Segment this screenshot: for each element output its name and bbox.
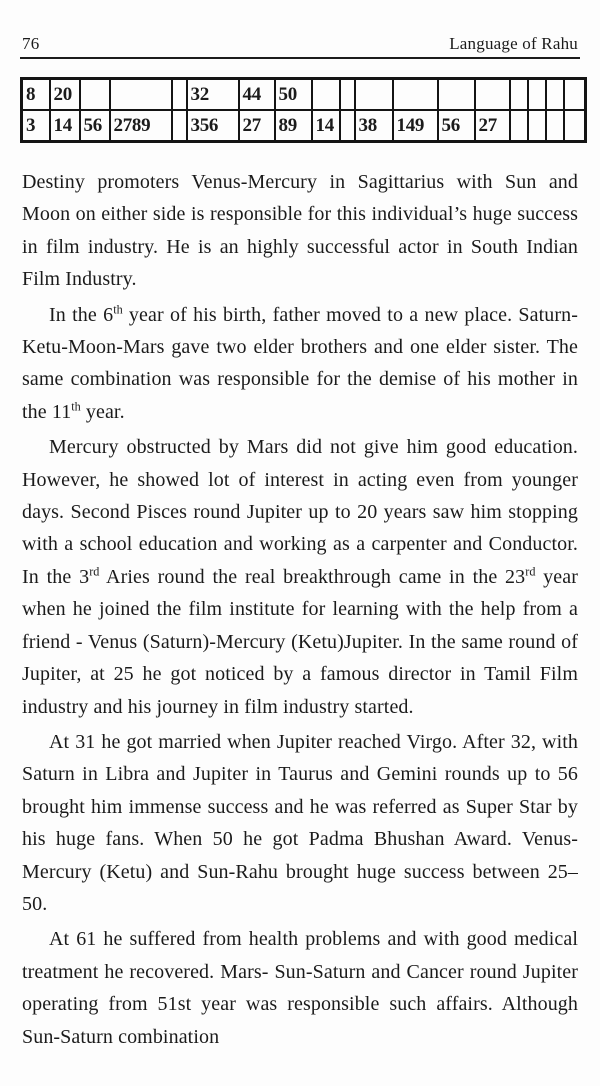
table-cell [564,110,586,142]
table-cell: 27 [475,110,510,142]
paragraph: In the 6th year of his birth, father moved to a new place. Saturn-Ketu-Moon-Mars gave two elder brothers and one elder sister. The same combination was responsible for the demise of his mother in the 11th year. [22,301,578,423]
paragraph: At 61 he suffered from health problems and with good medical treatment he recovered. Mars- Sun-Saturn and Cancer round Jupiter operating from 51st year was responsible such affairs. Although Sun-Saturn combination [22,928,578,1048]
ordinal-superscript: rd [525,564,536,579]
table-cell [355,79,393,111]
table-cell [564,79,586,111]
table-cell: 14 [312,110,340,142]
table-row [22,110,586,142]
table-cell: 50 [275,79,312,111]
table-cell: 56 [438,110,475,142]
header-rule [20,57,580,59]
table-cell [510,79,528,111]
table-cell [110,79,172,111]
ordinal-superscript: th [113,301,123,316]
table-cell: 89 [275,110,312,142]
page-header [22,34,578,54]
table-cell [172,110,187,142]
dasha-table-container [20,77,580,143]
dasha-table-body [22,79,586,142]
table-cell: 38 [355,110,393,142]
ordinal-superscript: rd [89,564,100,579]
table-cell: 14 [50,110,80,142]
table-cell: 8 [22,79,50,111]
table-row [22,79,586,111]
running-title: Language of Rahu [449,34,578,53]
table-cell [510,110,528,142]
table-cell [393,79,438,111]
table-cell [172,79,187,111]
table-cell [528,110,546,142]
table-cell: 56 [80,110,110,142]
table-cell [546,79,564,111]
table-cell [528,79,546,111]
table-cell [340,110,355,142]
table-cell: 149 [393,110,438,142]
page-number: 76 [22,34,40,53]
table-cell [546,110,564,142]
body-text [22,166,578,1053]
table-cell [312,79,340,111]
table-cell: 44 [239,79,275,111]
table-cell: 356 [187,110,239,142]
table-cell: 32 [187,79,239,111]
table-cell: 2789 [110,110,172,142]
table-cell [438,79,475,111]
ordinal-superscript: th [71,399,81,414]
table-cell: 3 [22,110,50,142]
table-cell [80,79,110,111]
dasha-table [20,77,587,143]
table-cell: 27 [239,110,275,142]
paragraph: Mercury obstructed by Mars did not give him good education. However, he showed lot of interest in acting even from younger days. Second Pisces round Jupiter up to 20 years saw him stopping with a school education and working as a carpenter and Conductor. In the 3rd Aries round the real breakthrough came in the 23rd year when he joined the film institute for learning with the help from a friend - Venus (Saturn)-Mercury (Ketu)Jupiter. In the same round of Jupiter, at 25 he got noticed by a famous director in Tamil Film industry and his journey in film industry started. [22,436,578,718]
paragraph: At 31 he got married when Jupiter reached Virgo. After 32, with Saturn in Libra and Jupiter in Taurus and Gemini rounds up to 56 brought him immense success and he was referred as Super Star by his huge fans. When 50 he got Padma Bhushan Award. Venus-Mercury (Ketu) and Sun-Rahu brought huge success between 25–50. [22,730,578,915]
table-cell: 20 [50,79,80,111]
table-cell [475,79,510,111]
table-cell [340,79,355,111]
paragraph: Destiny promoters Venus-Mercury in Sagittarius with Sun and Moon on either side is responsible for this individual’s huge success in film industry. He is an highly successful actor in South Indian Film Industry. [22,171,578,291]
